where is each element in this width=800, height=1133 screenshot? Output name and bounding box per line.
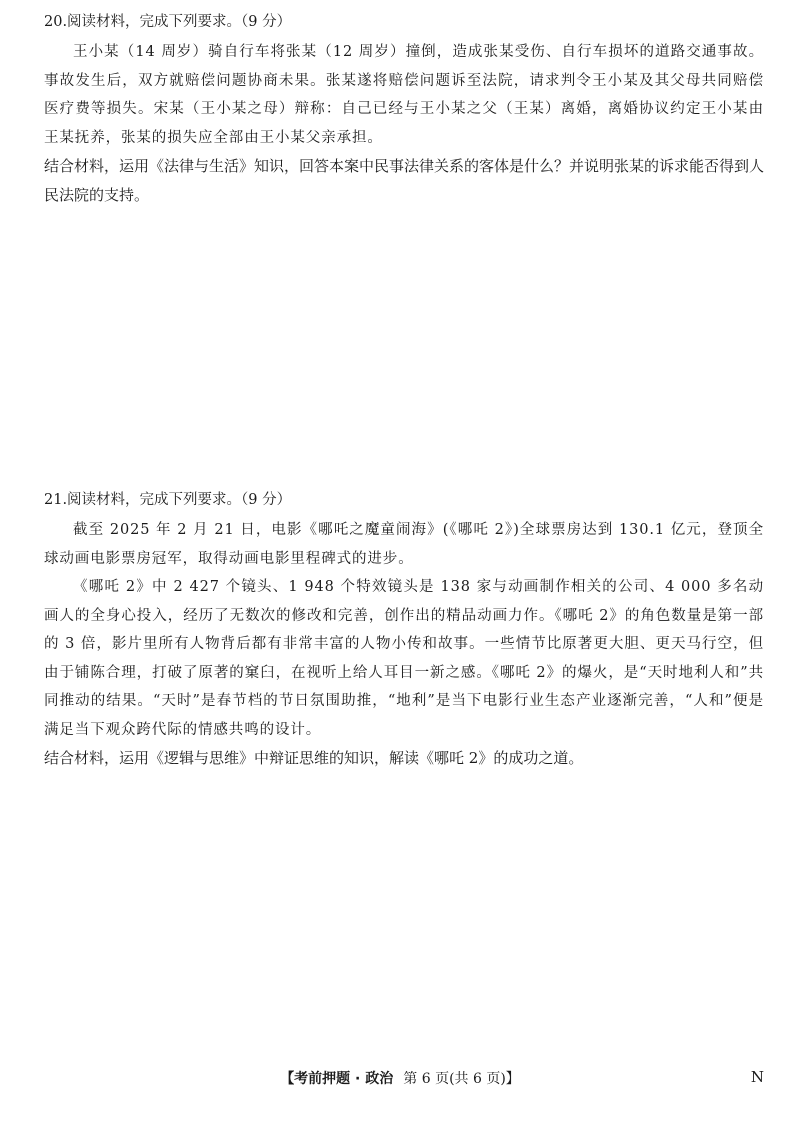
question-20-heading: 20.阅读材料，完成下列要求。（9 分）: [44, 14, 292, 30]
question-20-material: 王小某（14 周岁）骑自行车将张某（12 周岁）撞倒，造成张某受伤、自行车损坏的道路交通事故。事故发生后，双方就赔偿问题协商未果。张某遂将赔偿问题诉至法院，请求判令王小某及其父母共同赔偿医疗费等损失。宋某（王小某之母）辩称：自己已经与王小某之父（王某）离婚，离婚协议约定王小某由王某抚养，张某的损失应全部由王小某父亲承担。: [44, 44, 764, 146]
question-21-task: 结合材料，运用《逻辑与思维》中辩证思维的知识，解读《哪吒 2》的成功之道。: [44, 749, 584, 767]
footer-title: 【考前押题 · 政治: [280, 1071, 394, 1087]
footer-page-number: 第 6 页(共 6 页)】: [403, 1071, 520, 1087]
page-footer: [0, 1068, 800, 1088]
question-21-material-2: 《哪吒 2》中 2 427 个镜头、1 948 个特效镜头是 138 家与动画制作相关的公司、4 000 多名动画人的全身心投入，经历了无数次的修改和完善，创作出的精品动画力作。《哪吒 2》的角色数量是第一部的 3 倍，影片里所有人物背后都有非常丰富的人物小传和故事。一些情节比原著更大胆、更天马行空，但由于铺陈合理，打破了原著的窠臼，在视听上给人耳目一新之感。《哪吒 2》的爆火，是“天时地利人和”共同推动的结果。“天时”是春节档的节日氛围助推，“地利”是当下电影行业生态产业逐渐完善，“人和”便是满足当下观众跨代际的情感共鸣的设计。: [44, 579, 764, 738]
question-21-heading: 21.阅读材料，完成下列要求。（9 分）: [44, 492, 292, 508]
version-mark: N: [750, 1068, 764, 1086]
question-20: [44, 10, 764, 209]
question-21-material-1: 截至 2025 年 2 月 21 日，电影《哪吒之魔童闹海》(《哪吒 2》)全球票房达到 130.1 亿元，登顶全球动画电影票房冠军，取得动画电影里程碑式的进步。: [44, 522, 764, 567]
question-21: [44, 488, 764, 773]
question-20-task: 结合材料，运用《法律与生活》知识，回答本案中民事法律关系的客体是什么？并说明张某的诉求能否得到人民法院的支持。: [44, 157, 765, 204]
